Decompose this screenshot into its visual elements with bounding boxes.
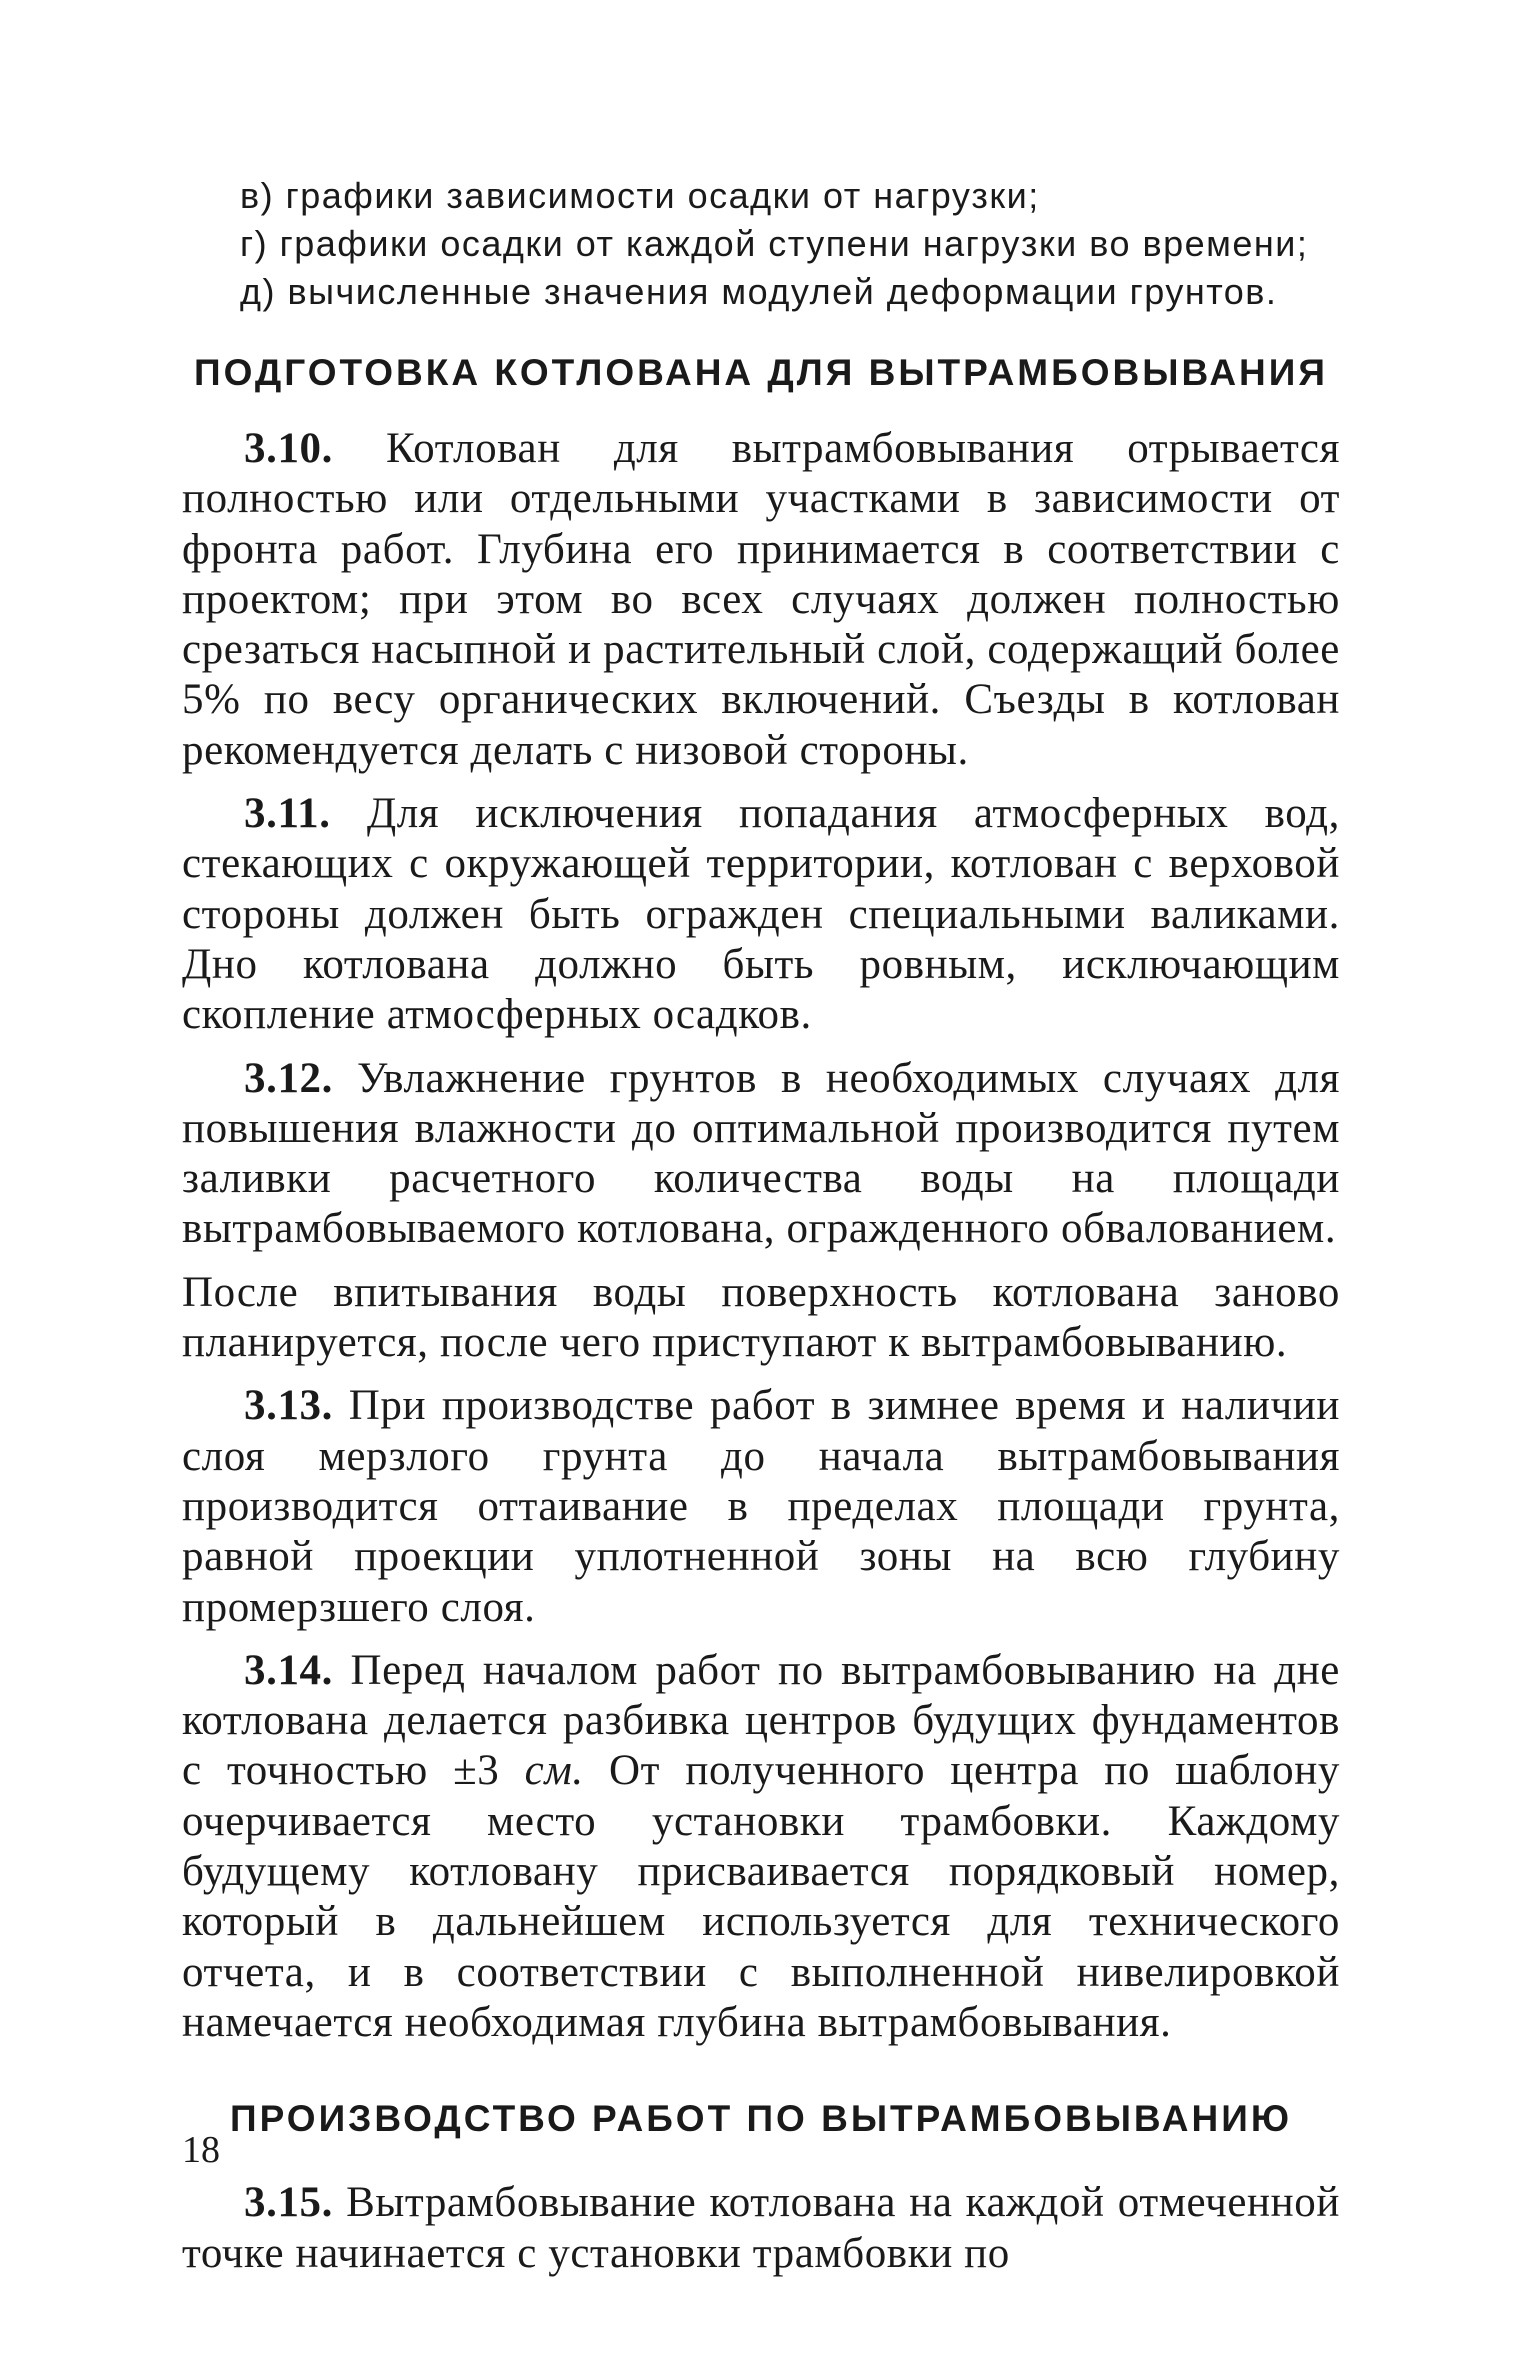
paragraph-3-15 <box>182 2178 1340 2279</box>
paragraph-3-13 <box>182 1381 1340 1632</box>
paragraph-number: 3.14. <box>244 1646 333 1694</box>
list-item-v: в) графики зависимости осадки от нагрузки; <box>240 175 1040 216</box>
paragraph-3-12-continued: После впитывания воды поверхность котлована заново планируется, после чего приступают к вытрамбовыванию. <box>182 1268 1340 1367</box>
paragraph-text: Котлован для вытрамбовывания отрывается полностью или отдельными участками в зависимости от фронта работ. Глубина его принимается в соответствии с проектом; при этом во всех случаях должен полностью срезаться насыпной и растительный слой, содержащий более 5% по весу органических включений. Съезды в котлован рекомендуется делать с низовой стороны. <box>182 425 1340 774</box>
paragraph-text: При производстве работ в зимнее время и наличии слоя мерзлого грунта до начала вытрамбовывания производится оттаивание в пределах площади грунта, равной проекции уплотненной зоны на всю глубину промерзшего слоя. <box>182 1382 1340 1631</box>
paragraph-number: 3.10. <box>244 425 333 472</box>
paragraph-text: Увлажнение грунтов в необходимых случаях для повышения влажности до оптимальной производится путем заливки расчетного количества воды на площади вытрамбовываемого котлована, огражденного обвалованием. <box>182 1054 1340 1253</box>
paragraph-3-14 <box>182 1646 1340 2048</box>
paragraph-3-10 <box>182 424 1340 776</box>
paragraph-number: 3.11. <box>244 790 331 838</box>
paragraph-text: Для исключения попадания атмосферных вод, стекающих с окружающей территории, котлован с верховой стороны должен быть огражден специальными валиками. Дно котлована должно быть ровным, исключающим скопление атмосферных осадков. <box>182 790 1340 1039</box>
section-heading-preparation: ПОДГОТОВКА КОТЛОВАНА ДЛЯ ВЫТРАМБОВЫВАНИЯ <box>194 352 1328 393</box>
unit-cm: см. <box>524 1747 584 1795</box>
paragraph-number: 3.13. <box>244 1382 333 1430</box>
list-item-g: г) графики осадки от каждой ступени нагрузки во времени; <box>240 223 1309 264</box>
paragraph-text: Перед началом работ по вытрамбовыванию на дне котлована делается разбивка центров будущих фундаментов с точностью ±3 <box>182 1646 1340 1795</box>
section-heading-production: ПРОИЗВОДСТВО РАБОТ ПО ВЫТРАМБОВЫВАНИЮ <box>230 2098 1292 2140</box>
page-content <box>182 172 1340 2292</box>
paragraph-text: От полученного центра по шаблону очерчивается место установки трамбовки. Каждому будущему котловану присваивается порядковый номер, который в дальнейшем используется для технического отчета, и в соответствии с выполненной нивелировкой намечается необходимая глубина вытрамбовывания. <box>182 1747 1340 2046</box>
page-number: 18 <box>182 2129 220 2171</box>
paragraph-number: 3.15. <box>244 2179 333 2227</box>
list-item-d: д) вычисленные значения модулей деформации грунтов. <box>240 271 1278 312</box>
paragraph-3-12 <box>182 1054 1340 1255</box>
paragraph-number: 3.12. <box>244 1054 333 1102</box>
paragraph-3-11 <box>182 789 1340 1040</box>
result-list <box>240 172 1340 316</box>
paragraph-text: Вытрамбовывание котлована на каждой отмеченной точке начинается с установки трамбовки по <box>182 2179 1340 2277</box>
